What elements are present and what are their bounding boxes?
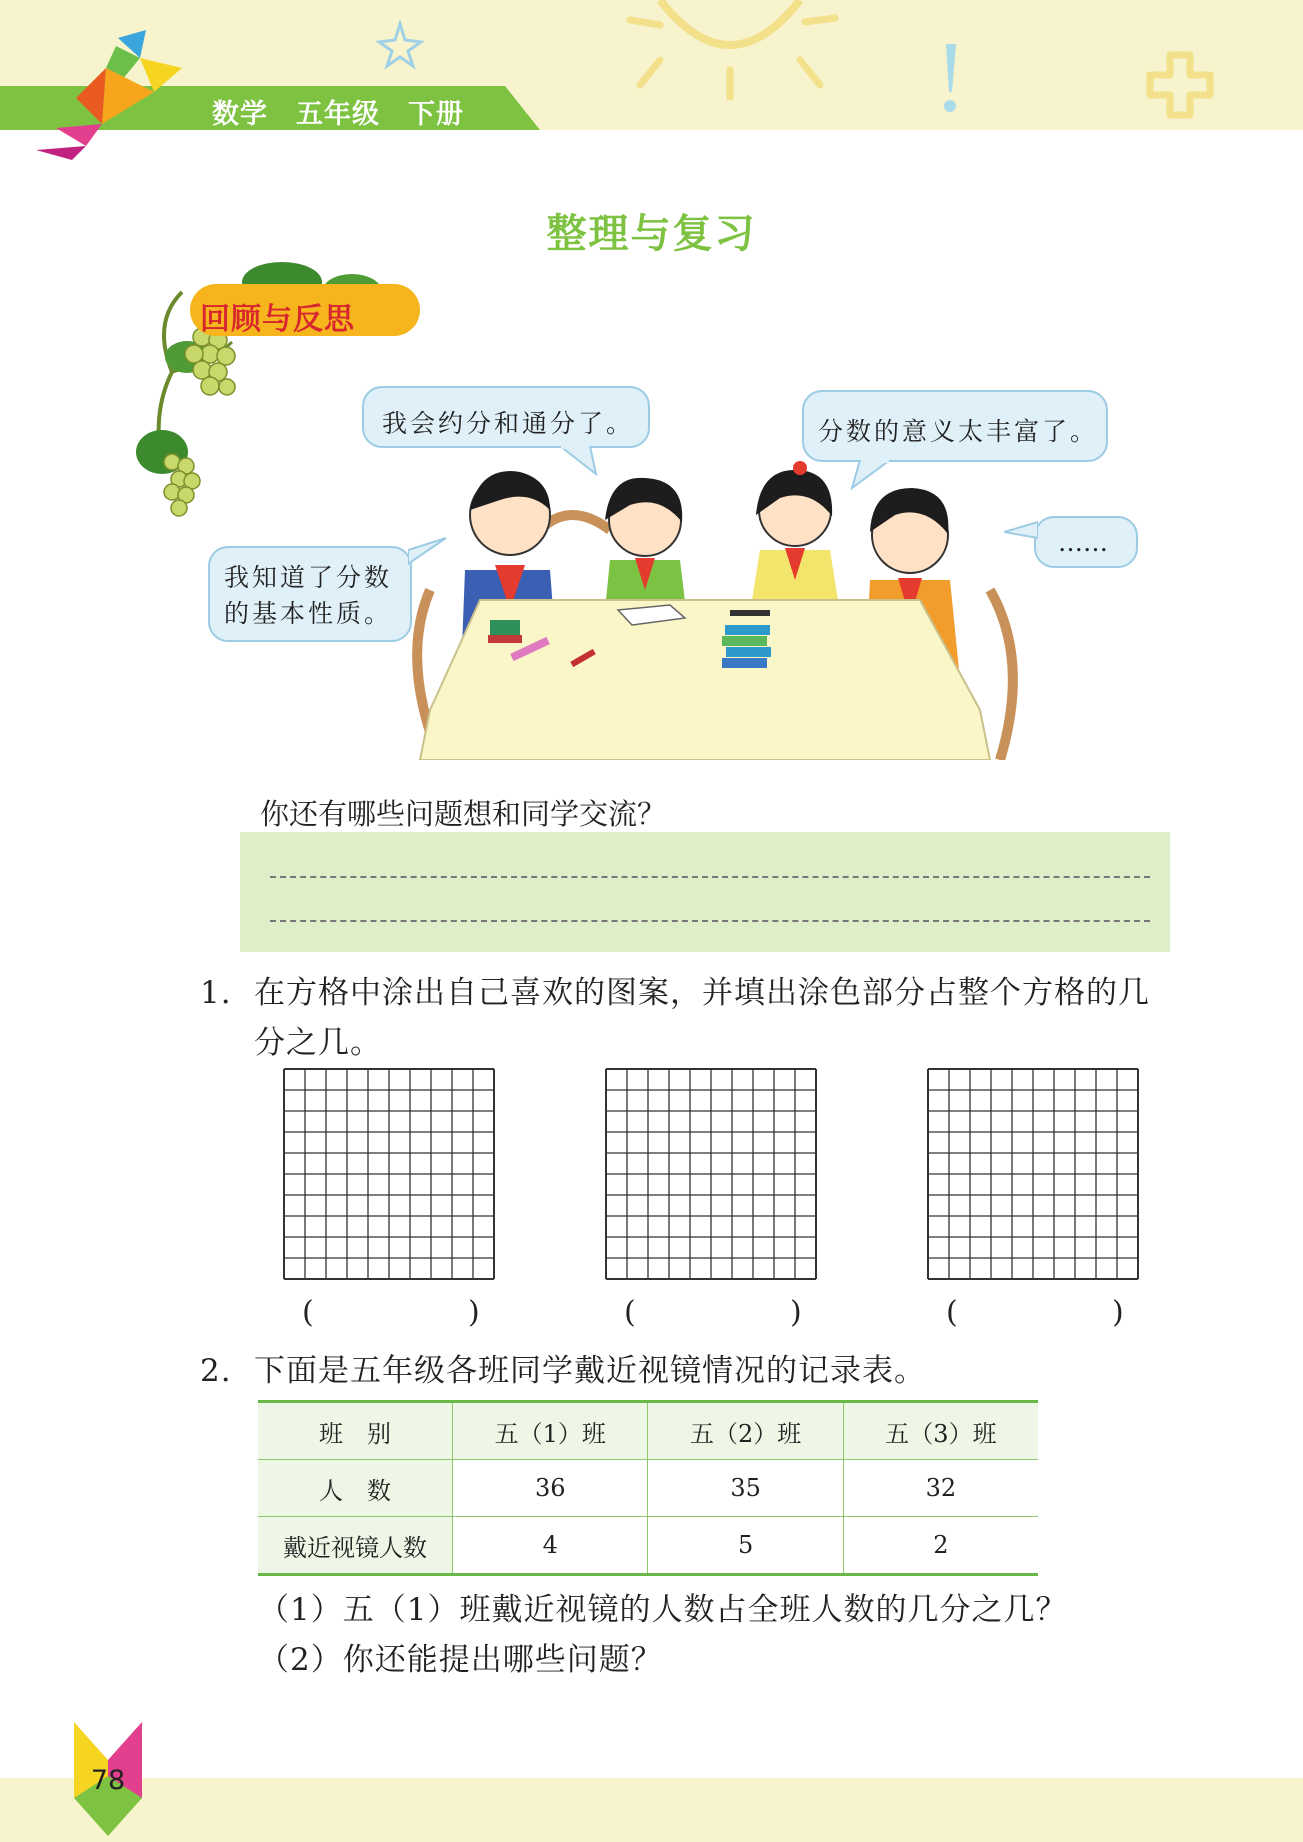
speech-bubble-reduce-fractions: 我会约分和通分了。	[362, 386, 650, 448]
blank-close-paren-1: )	[468, 1295, 480, 1330]
table-cell: 2	[843, 1517, 1038, 1575]
blank-open-paren-2: (	[624, 1295, 636, 1330]
question-2-text: 下面是五年级各班同学戴近视镜情况的记录表。	[254, 1353, 926, 1389]
sub-question-1: （1）五（1）班戴近视镜的人数占全班人数的几分之几？	[258, 1592, 1068, 1628]
row-label: 人 数	[258, 1460, 453, 1517]
tangram-bird-icon	[36, 28, 186, 160]
answer-line	[270, 876, 1150, 878]
speech-bubble-basic-property: 我知道了分数的基本性质。	[208, 546, 412, 642]
table-header-row	[258, 1402, 1038, 1460]
header-text: 数学 五年级 下册	[212, 99, 464, 130]
table-header-cell: 五（1）班	[453, 1402, 648, 1460]
footer-band	[0, 1778, 1303, 1842]
table-cell: 32	[843, 1460, 1038, 1517]
table-header-cell: 五（3）班	[843, 1402, 1038, 1460]
page-title: 整理与复习	[546, 211, 757, 257]
table-cell: 35	[648, 1460, 843, 1517]
sub-question-2: （2）你还能提出哪些问题？	[258, 1642, 663, 1678]
blank-close-paren-3: )	[1112, 1295, 1124, 1330]
answer-line	[270, 920, 1150, 922]
myopia-record-table	[258, 1400, 1038, 1576]
speech-bubble-meaning-of-fractions: 分数的意义太丰富了。	[802, 390, 1108, 462]
blank-open-paren-3: (	[946, 1295, 958, 1330]
question-1-number: 1.	[200, 975, 232, 1011]
coloring-grid-3[interactable]	[927, 1068, 1139, 1280]
table-cell: 4	[453, 1517, 648, 1575]
exchange-question: 你还有哪些问题想和同学交流？	[260, 797, 667, 831]
plus-decoration-icon	[1145, 50, 1215, 120]
table-row	[258, 1460, 1038, 1517]
table-header-cell: 五（2）班	[648, 1402, 843, 1460]
students-at-table-illustration	[400, 460, 1040, 760]
question-2-number: 2.	[200, 1353, 232, 1389]
answer-box[interactable]	[240, 832, 1170, 952]
coloring-grid-2[interactable]	[605, 1068, 817, 1280]
row-label: 戴近视镜人数	[258, 1517, 453, 1575]
sun-decoration-icon	[620, 0, 840, 100]
table-cell: 36	[453, 1460, 648, 1517]
page-number: 78	[90, 1765, 126, 1796]
table-cell: 5	[648, 1517, 843, 1575]
review-section-label: 回顾与反思	[200, 302, 355, 337]
star-decoration-icon	[375, 20, 425, 70]
speech-bubble-ellipsis: ……	[1034, 516, 1138, 568]
table-row	[258, 1517, 1038, 1575]
table-header-cell: 班 别	[258, 1402, 453, 1460]
question-1-text: 在方格中涂出自己喜欢的图案，并填出涂色部分占整个方格的几分之几。	[254, 975, 1150, 1061]
exclamation-decoration-icon	[930, 40, 970, 115]
blank-close-paren-2: )	[790, 1295, 802, 1330]
blank-open-paren-1: (	[302, 1295, 314, 1330]
coloring-grid-1[interactable]	[283, 1068, 495, 1280]
